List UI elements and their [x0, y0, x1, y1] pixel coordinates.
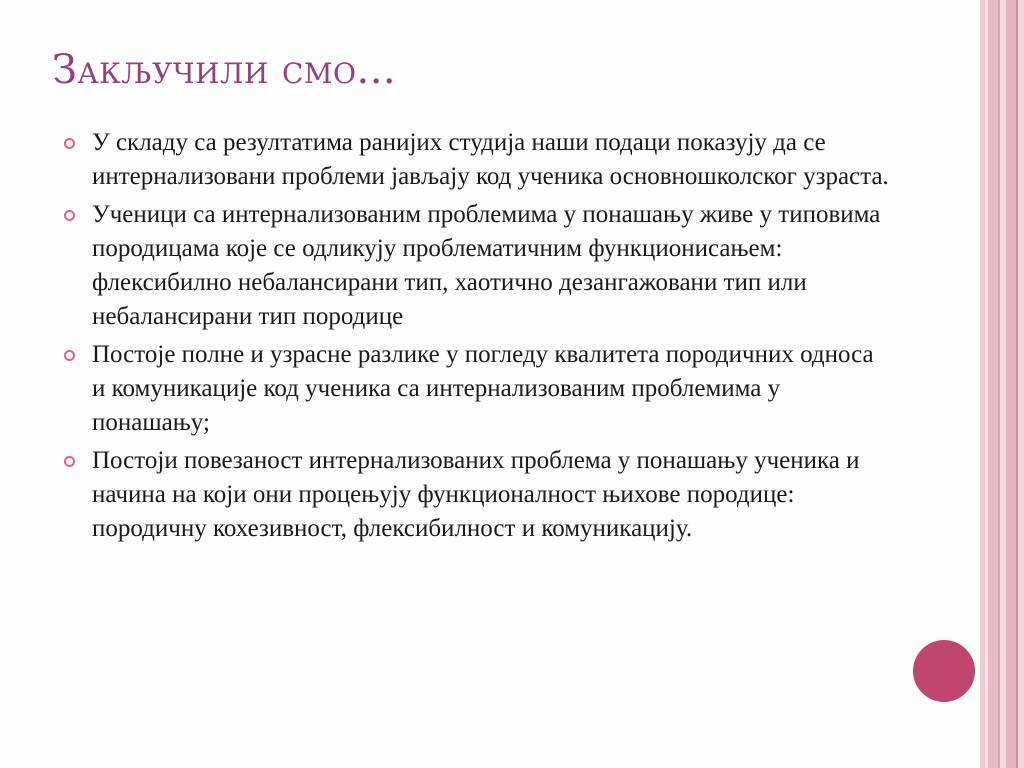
bullet-item — [62, 338, 892, 440]
bullet-text: Постоје полне и узрасне разлике у погледу квалитета породичних односа и комуникације код ученика са интернализованим проблемима у понашању; — [92, 341, 874, 436]
bullet-circle-icon — [64, 350, 75, 361]
decorative-stripes — [980, 0, 1024, 768]
bullet-item — [62, 198, 892, 334]
bullet-circle-icon — [64, 210, 75, 221]
bullet-text: Постоји повезаност интернализованих проблема у понашању ученика и начина на који они процењују функционалност њихове породице: породичну кохезивност, флексибилност и комуникацију. — [92, 447, 860, 542]
stripe — [1018, 0, 1024, 768]
bullet-list — [62, 126, 892, 550]
slide-title: Закључили смо... — [52, 47, 397, 93]
bullet-circle-icon — [64, 138, 75, 149]
stripe — [1006, 0, 1016, 768]
bullet-item — [62, 126, 892, 194]
bullet-text: Ученици са интернализованим проблемима у понашању живе у типовима породицама које се одликују проблематичним функционисањем: флексибилно небалансирани тип, хаотично дезангажовани тип или небалансирани тип породице — [92, 201, 881, 330]
stripe — [988, 0, 998, 768]
bullet-circle-icon — [64, 456, 75, 467]
decorative-circle — [913, 640, 975, 702]
bullet-item — [62, 444, 892, 546]
bullet-text: У складу са резултатима ранијих студија наши подаци показују да се интернализовани проблеми јављају код ученика основношколског узраста. — [92, 129, 889, 190]
